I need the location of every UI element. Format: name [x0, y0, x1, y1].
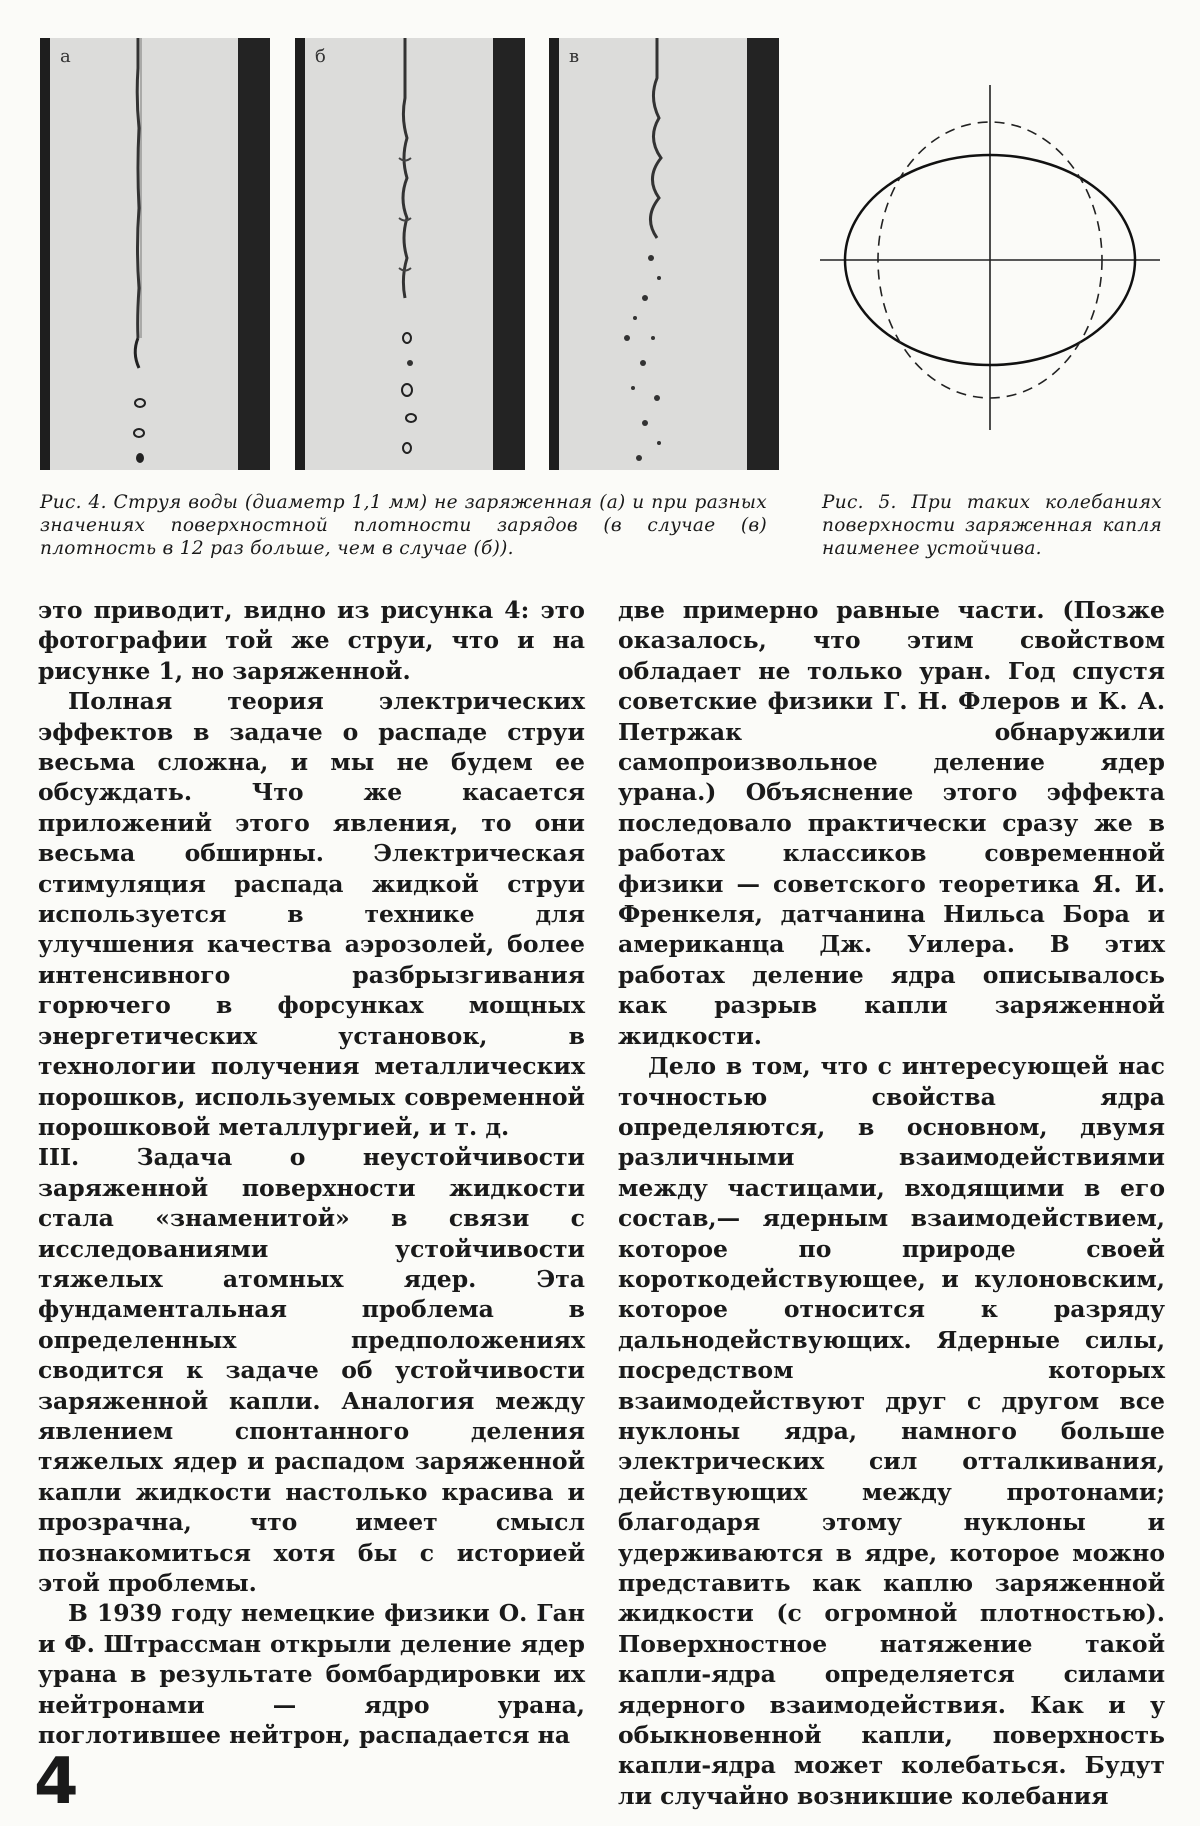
right-paragraph-1: две примерно равные части. (Позже оказалось, что этим свойством обладает не только уран. Год спустя советские физики Г. Н. Флеров и К. А. Петржак обнаружили самопроизвольное деление ядер урана.) Объяснение этого эффекта последовало практически сразу же в работах классиков современной физики — советского теоретика Я. И. Френкеля, датчанина Нильса Бора и американца Дж. Уилера. В этих работах деление ядра описывалось как разрыв капли заряженной жидкости.: [618, 596, 1165, 1050]
photo-label-b: б: [315, 46, 326, 67]
right-paragraph-2: Дело в том, что с интересующей нас точностью свойства ядра определяются, в основном, двумя различными взаимодействиями между частицами, входящими в его состав,— ядерным взаимодействием, которое по природе своей короткодействующее, и кулоновским, которое относится к разряду дальнодействующих. Ядерные силы, посредством которых взаимодействуют друг с другом все нуклоны ядра, намного больше электрических сил отталкивания, действующих между протонами; благодаря этому нуклоны и удерживаются в ядре, которое можно представить как каплю заряженной жидкости (с огромной плотностью). Поверхностное натяжение такой капли-ядра определяется силами ядерного взаимодействия. Как и у обыкновенной капли, поверхность капли-ядра может колебаться. Будут ли случайно возникшие колебания: [618, 1052, 1165, 1810]
figure4-caption: Рис. 4. Струя воды (диаметр 1,1 мм) не заряженная (а) и при разных значениях поверхностной плотности зарядов (в случае (в) плотность в 12 раз больше, чем в случае (б)).: [40, 492, 767, 559]
right-column: [618, 595, 1165, 1811]
water-jet-charged: [295, 38, 525, 470]
figure5-caption: Рис. 5. При таких колебаниях поверхности заряженная капля наименее устойчива.: [822, 492, 1162, 559]
left-column: [38, 595, 585, 1750]
photo-label-a: а: [60, 46, 71, 67]
photo-label-c: в: [569, 46, 580, 67]
left-paragraph-3: III. Задача о неустойчивости заряженной поверхности жидкости стала «знаменитой» в связи с исследованиями устойчивости тяжелых атомных ядер. Эта фундаментальная проблема в определенных предположениях сводится к задаче об устойчивости заряженной капли. Аналогия между явлением спонтанного деления тяжелых ядер и распадом заряженной капли жидкости настолько красива и прозрачна, что имеет смысл познакомиться хотя бы с историей этой проблемы.: [38, 1143, 585, 1597]
left-paragraph-2: Полная теория электрических эффектов в задаче о распаде струи весьма сложна, и мы не будем ее обсуждать. Что же касается приложений этого явления, то они весьма обширны. Электрическая стимуляция распада жидкой струи используется в технике для улучшения качества аэрозолей, более интенсивного разбрызгивания горючего в форсунках мощных энергетических установок, в технологии получения металлических порошков, используемых современной порошковой металлургией, и т. д.: [38, 687, 585, 1141]
water-jet-highly-charged: [549, 38, 779, 470]
page-number: 4: [34, 1745, 79, 1819]
left-paragraph-4: В 1939 году немецкие физики О. Ган и Ф. Штрассман открыли деление ядер урана в результате бомбардировки их нейтронами — ядро урана, поглотившее нейтрон, распадается на: [38, 1599, 585, 1750]
figure5-oscillation-diagram: [820, 85, 1160, 430]
figure4-photo-a: [40, 38, 270, 470]
figure4-photo-c: [549, 38, 779, 470]
water-jet-uncharged: [40, 38, 270, 470]
figure4-photo-b: [295, 38, 525, 470]
left-paragraph-1: это приводит, видно из рисунка 4: это фотографии той же струи, что и на рисунке 1, но заряженной.: [38, 596, 585, 685]
